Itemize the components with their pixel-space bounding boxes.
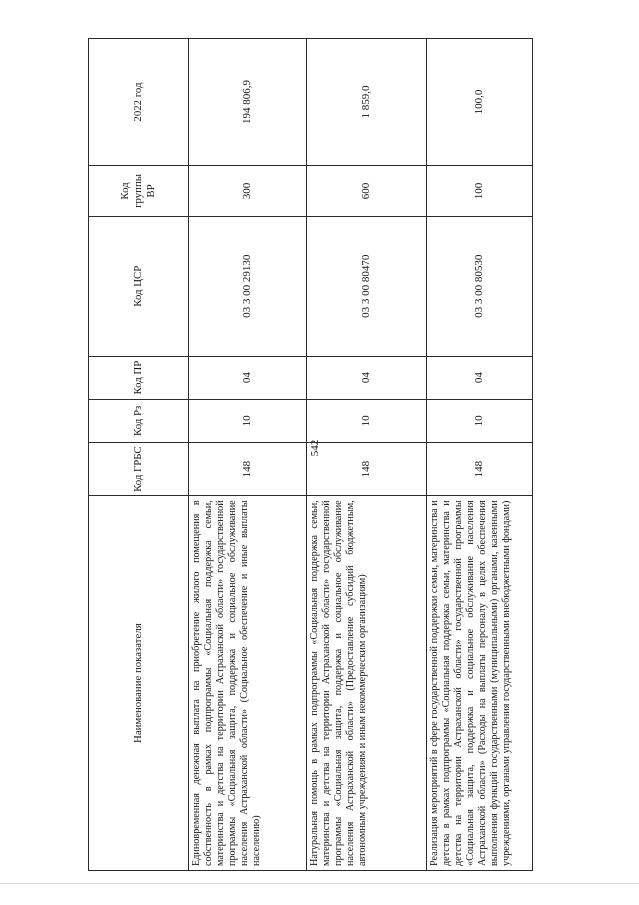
row-vr: 600 — [307, 166, 427, 217]
row-pr: 04 — [189, 356, 307, 399]
table-header-row — [89, 39, 189, 871]
row-value: 1 859,0 — [307, 39, 427, 166]
row-grbs: 148 — [427, 442, 533, 495]
row-name: Натуральная помощь в рамках подпрограммы «Социальная поддержка семьи, материнства и детства на территории Астраханской области» государственной программы «Социальная защита, поддержка и социальное обслуживание населения Астраханской области» (Предоставление субсидий бюджетным, автономным учреждениям и иным некоммерческим организациям) — [307, 496, 427, 871]
row-grbs: 148 — [189, 442, 307, 495]
budget-table — [88, 38, 533, 871]
page-bottom-divider — [0, 883, 639, 884]
row-csr: 03 3 00 80470 — [307, 216, 427, 356]
row-value: 194 806,9 — [189, 39, 307, 166]
row-vr: 300 — [189, 166, 307, 217]
header-grbs: Код ГРБС — [89, 442, 189, 495]
row-grbs: 148 — [307, 442, 427, 495]
header-rz: Код Рз — [89, 399, 189, 442]
row-name: Единовременная денежная выплата на приобретение жилого помещения в собственность в рамках подпрограммы «Социальная поддержка семьи, материнства и детства на территории Астраханской области» государственной программы «Социальная защита, поддержка и социальное обслуживание населения Астраханской области» (Социальное обеспечение и иные выплаты населению) — [189, 496, 307, 871]
header-year: 2022 год — [89, 39, 189, 166]
row-pr: 04 — [307, 356, 427, 399]
header-name: Наименование показателя — [89, 496, 189, 871]
table-row — [189, 39, 307, 871]
rotated-table-container — [88, 38, 533, 871]
row-rz: 10 — [427, 399, 533, 442]
header-pr: Код ПР — [89, 356, 189, 399]
row-name: Реализация мероприятий в сфере государственной поддержки семьи, материнства и детства в рамках подпрограммы «Социальная поддержка семьи, материнства и детства на территории Астраханской области» государственной программы «Социальная защита, поддержка и социальное обслуживание населения Астраханской области» (Расходы на выплаты персоналу в целях обеспечения выполнения функций государственными (муниципальными) органами, казенными учреждениями, органами управления государственными внебюджетными фондами) — [427, 496, 533, 871]
header-csr: Код ЦСР — [89, 216, 189, 356]
row-vr: 100 — [427, 166, 533, 217]
row-rz: 10 — [307, 399, 427, 442]
row-pr: 04 — [427, 356, 533, 399]
row-csr: 03 3 00 80530 — [427, 216, 533, 356]
row-value: 100,0 — [427, 39, 533, 166]
header-vr: Код группы ВР — [89, 166, 189, 217]
row-csr: 03 3 00 29130 — [189, 216, 307, 356]
table-row — [307, 39, 427, 871]
table-row — [427, 39, 533, 871]
page-number: 542 — [309, 439, 321, 457]
row-rz: 10 — [189, 399, 307, 442]
